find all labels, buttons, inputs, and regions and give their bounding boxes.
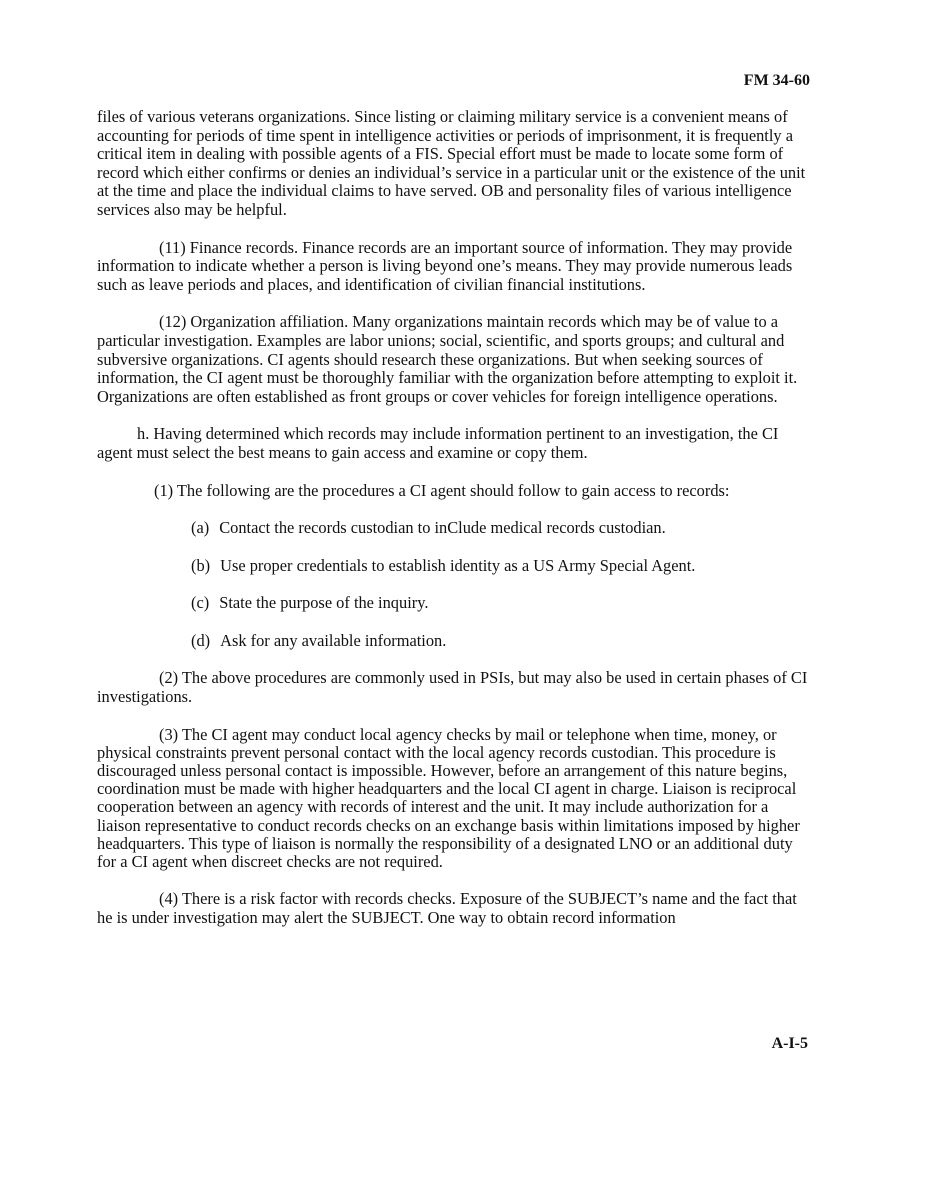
list-text: Use proper credentials to establish identity as a US Army Special Agent. <box>220 555 696 575</box>
paragraph-12-organization-affiliation: (12) Organization affiliation. Many organizations maintain records which may be of value to a particular investigation. Examples are labor unions; social, scientific, and sports groups; and cultural and subversive organizations. CI agents should research these organizations. But when seeking sources of information, the CI agent must be thoroughly familiar with the organization before attempting to exploit it. Organizations are often established as front groups or cover vehicles for foreign intelligence operations. <box>97 312 798 406</box>
list-label: (c) <box>191 593 210 613</box>
list-label: (a) <box>191 518 210 538</box>
list-text: State the purpose of the inquiry. <box>219 593 429 613</box>
list-label: (d) <box>191 630 211 650</box>
list-label: (b) <box>191 555 211 575</box>
list-item-c <box>191 594 809 613</box>
paragraph-intro: files of various veterans organizations. Since listing or claiming military service is a convenient means of accounting for periods of time spent in intelligence activities or periods of imprisonment, it is frequently a critical item in dealing with possible agents of a FIS. Special effort must be made to locate some form of record which either confirms or denies an individual’s service in a particular unit or the existence of the unit at the time and place the individual claims to have served. OB and personality files of various intelligence services also may be helpful. <box>97 107 806 219</box>
document-body <box>97 108 809 946</box>
paragraph-h: h. Having determined which records may include information pertinent to an investigation, the CI agent must select the best means to gain access and examine or copy them. <box>97 424 779 462</box>
paragraph-11-finance-records: (11) Finance records. Finance records are an important source of information. They may provide information to indicate whether a person is living beyond one’s means. They may provide numerous leads such as leave periods and places, and identification of civilian financial institutions. <box>97 237 793 294</box>
list-text: Contact the records custodian to inClude medical records custodian. <box>219 518 666 538</box>
paragraph-h2-procedures-usage: (2) The above procedures are commonly used in PSIs, but may also be used in certain phases of CI investigations. <box>97 668 808 707</box>
page-header-doc-id: FM 34-60 <box>743 72 810 89</box>
list-item-d <box>191 632 809 651</box>
list-item-a <box>191 519 809 538</box>
page-footer-page-number: A-I-5 <box>771 1035 808 1052</box>
paragraph-h4-risk-factor: (4) There is a risk factor with records checks. Exposure of the SUBJECT’s name and the fact that he is under investigation may alert the SUBJECT. One way to obtain record information <box>97 889 797 927</box>
paragraph-h1-procedures: (1) The following are the procedures a CI agent should follow to gain access to records: <box>154 480 730 500</box>
paragraph-h3-local-agency-checks: (3) The CI agent may conduct local agency checks by mail or telephone when time, money, or physical constraints prevent personal contact with the local agency records custodian. This procedure is discouraged unless personal contact is impossible. However, before an arrangement of this nature begins, coordination must be made with higher headquarters and the local CI agent in charge. Liaison is reciprocal cooperation between an agency with records of interest and the unit. It may include authorization for a liaison representative to conduct records checks on an exchange basis within limitations imposed by higher headquarters. This type of liaison is normally the responsibility of a designated LNO or an additional duty for a CI agent when discreet checks are not required. <box>97 724 800 872</box>
list-text: Ask for any available information. <box>220 630 447 650</box>
list-item-b <box>191 557 809 576</box>
